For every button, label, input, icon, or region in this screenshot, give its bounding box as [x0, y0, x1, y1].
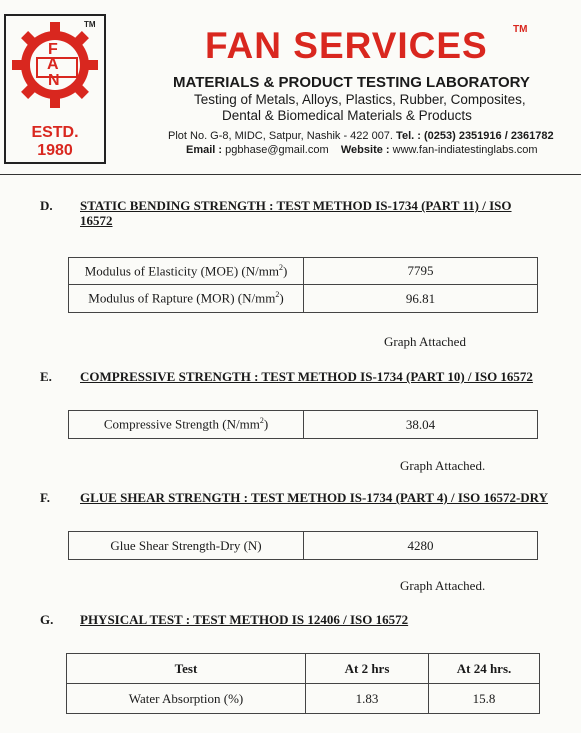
section-e-note: Graph Attached.	[400, 458, 486, 473]
table-row	[69, 285, 538, 313]
compressive-table	[68, 410, 538, 439]
tel-value: (0253) 2351916 / 2361782	[423, 130, 554, 142]
static-bending-table	[68, 257, 538, 313]
moe-label: Modulus of Elasticity (MOE) $(N/mm^2)$	[69, 258, 304, 285]
website-value: www.fan-indiatestinglabs.com	[392, 144, 538, 156]
scope-line-1: Testing of Metals, Alloys, Plastics, Rubber, Composites,	[194, 92, 526, 107]
address: Plot No. G-8, MIDC, Satpur, Nashik - 422 007.	[168, 130, 393, 142]
email-value: pgbhase@gmail.com	[225, 144, 329, 156]
company-logo	[4, 14, 106, 164]
tel-label: Tel. :	[396, 130, 421, 142]
section-f-letter: F.	[40, 490, 50, 505]
section-e-letter: E.	[40, 369, 52, 384]
logo-letter-f: F	[48, 41, 58, 58]
website-label: Website :	[340, 144, 390, 156]
section-g-letter: G.	[40, 612, 54, 627]
compressive-label: Compressive Strength $(N/mm^2)$	[69, 411, 304, 439]
table-row	[69, 532, 538, 560]
glue-shear-value: 4280	[304, 532, 538, 560]
logo-established	[6, 124, 104, 160]
section-f-note: Graph Attached.	[400, 578, 486, 593]
logo-trademark: TM	[84, 20, 96, 29]
water-absorption-label: Water Absorption (%)	[67, 684, 306, 714]
email-label: Email :	[186, 144, 223, 156]
header-2hrs: At 2 hrs	[306, 654, 429, 684]
logo-letter-a: A	[47, 56, 59, 73]
table-row	[69, 258, 538, 285]
logo-estd-year: 1980	[37, 142, 73, 159]
logo-letter-n: N	[48, 72, 60, 89]
header-24hrs: At 24 hrs.	[429, 654, 540, 684]
brand-name: FAN SERVICES	[205, 25, 488, 66]
header-divider	[0, 174, 581, 175]
section-d-title-line2: 16572	[80, 213, 113, 228]
moe-value: 7795	[304, 258, 538, 285]
header-test: Test	[67, 654, 306, 684]
scope-line-2: Dental & Biomedical Materials & Products	[222, 108, 472, 123]
water-absorption-2hrs: 1.83	[306, 684, 429, 714]
section-d-letter: D.	[40, 198, 53, 213]
lab-title: MATERIALS & PRODUCT TESTING LABORATORY	[173, 74, 530, 91]
section-g-title: PHYSICAL TEST : TEST METHOD IS 12406 / ISO 16572	[80, 612, 409, 627]
compressive-value: 38.04	[304, 411, 538, 439]
mor-label: Modulus of Rapture (MOR) $(N/mm^2)$	[69, 285, 304, 313]
table-header-row	[67, 654, 540, 684]
logo-estd-label: ESTD.	[31, 124, 79, 141]
section-e-title: COMPRESSIVE STRENGTH : TEST METHOD IS-1734 (PART 10) / ISO 16572	[80, 369, 533, 384]
mor-value: 96.81	[304, 285, 538, 313]
section-d-note: Graph Attached	[384, 334, 466, 349]
table-row	[67, 684, 540, 714]
glue-shear-table	[68, 531, 538, 560]
water-absorption-24hrs: 15.8	[429, 684, 540, 714]
glue-shear-label: Glue Shear Strength-Dry (N)	[69, 532, 304, 560]
address-line	[168, 130, 581, 142]
section-d-title	[80, 198, 512, 228]
section-f-title: GLUE SHEAR STRENGTH : TEST METHOD IS-1734 (PART 4) / ISO 16572-DRY	[80, 490, 549, 505]
table-row	[69, 411, 538, 439]
section-d-title-line1: STATIC BENDING STRENGTH : TEST METHOD IS-1734 (PART 11) / ISO	[80, 198, 512, 213]
physical-test-table	[66, 653, 540, 714]
contact-line	[186, 144, 581, 156]
brand-trademark: TM	[513, 24, 528, 35]
